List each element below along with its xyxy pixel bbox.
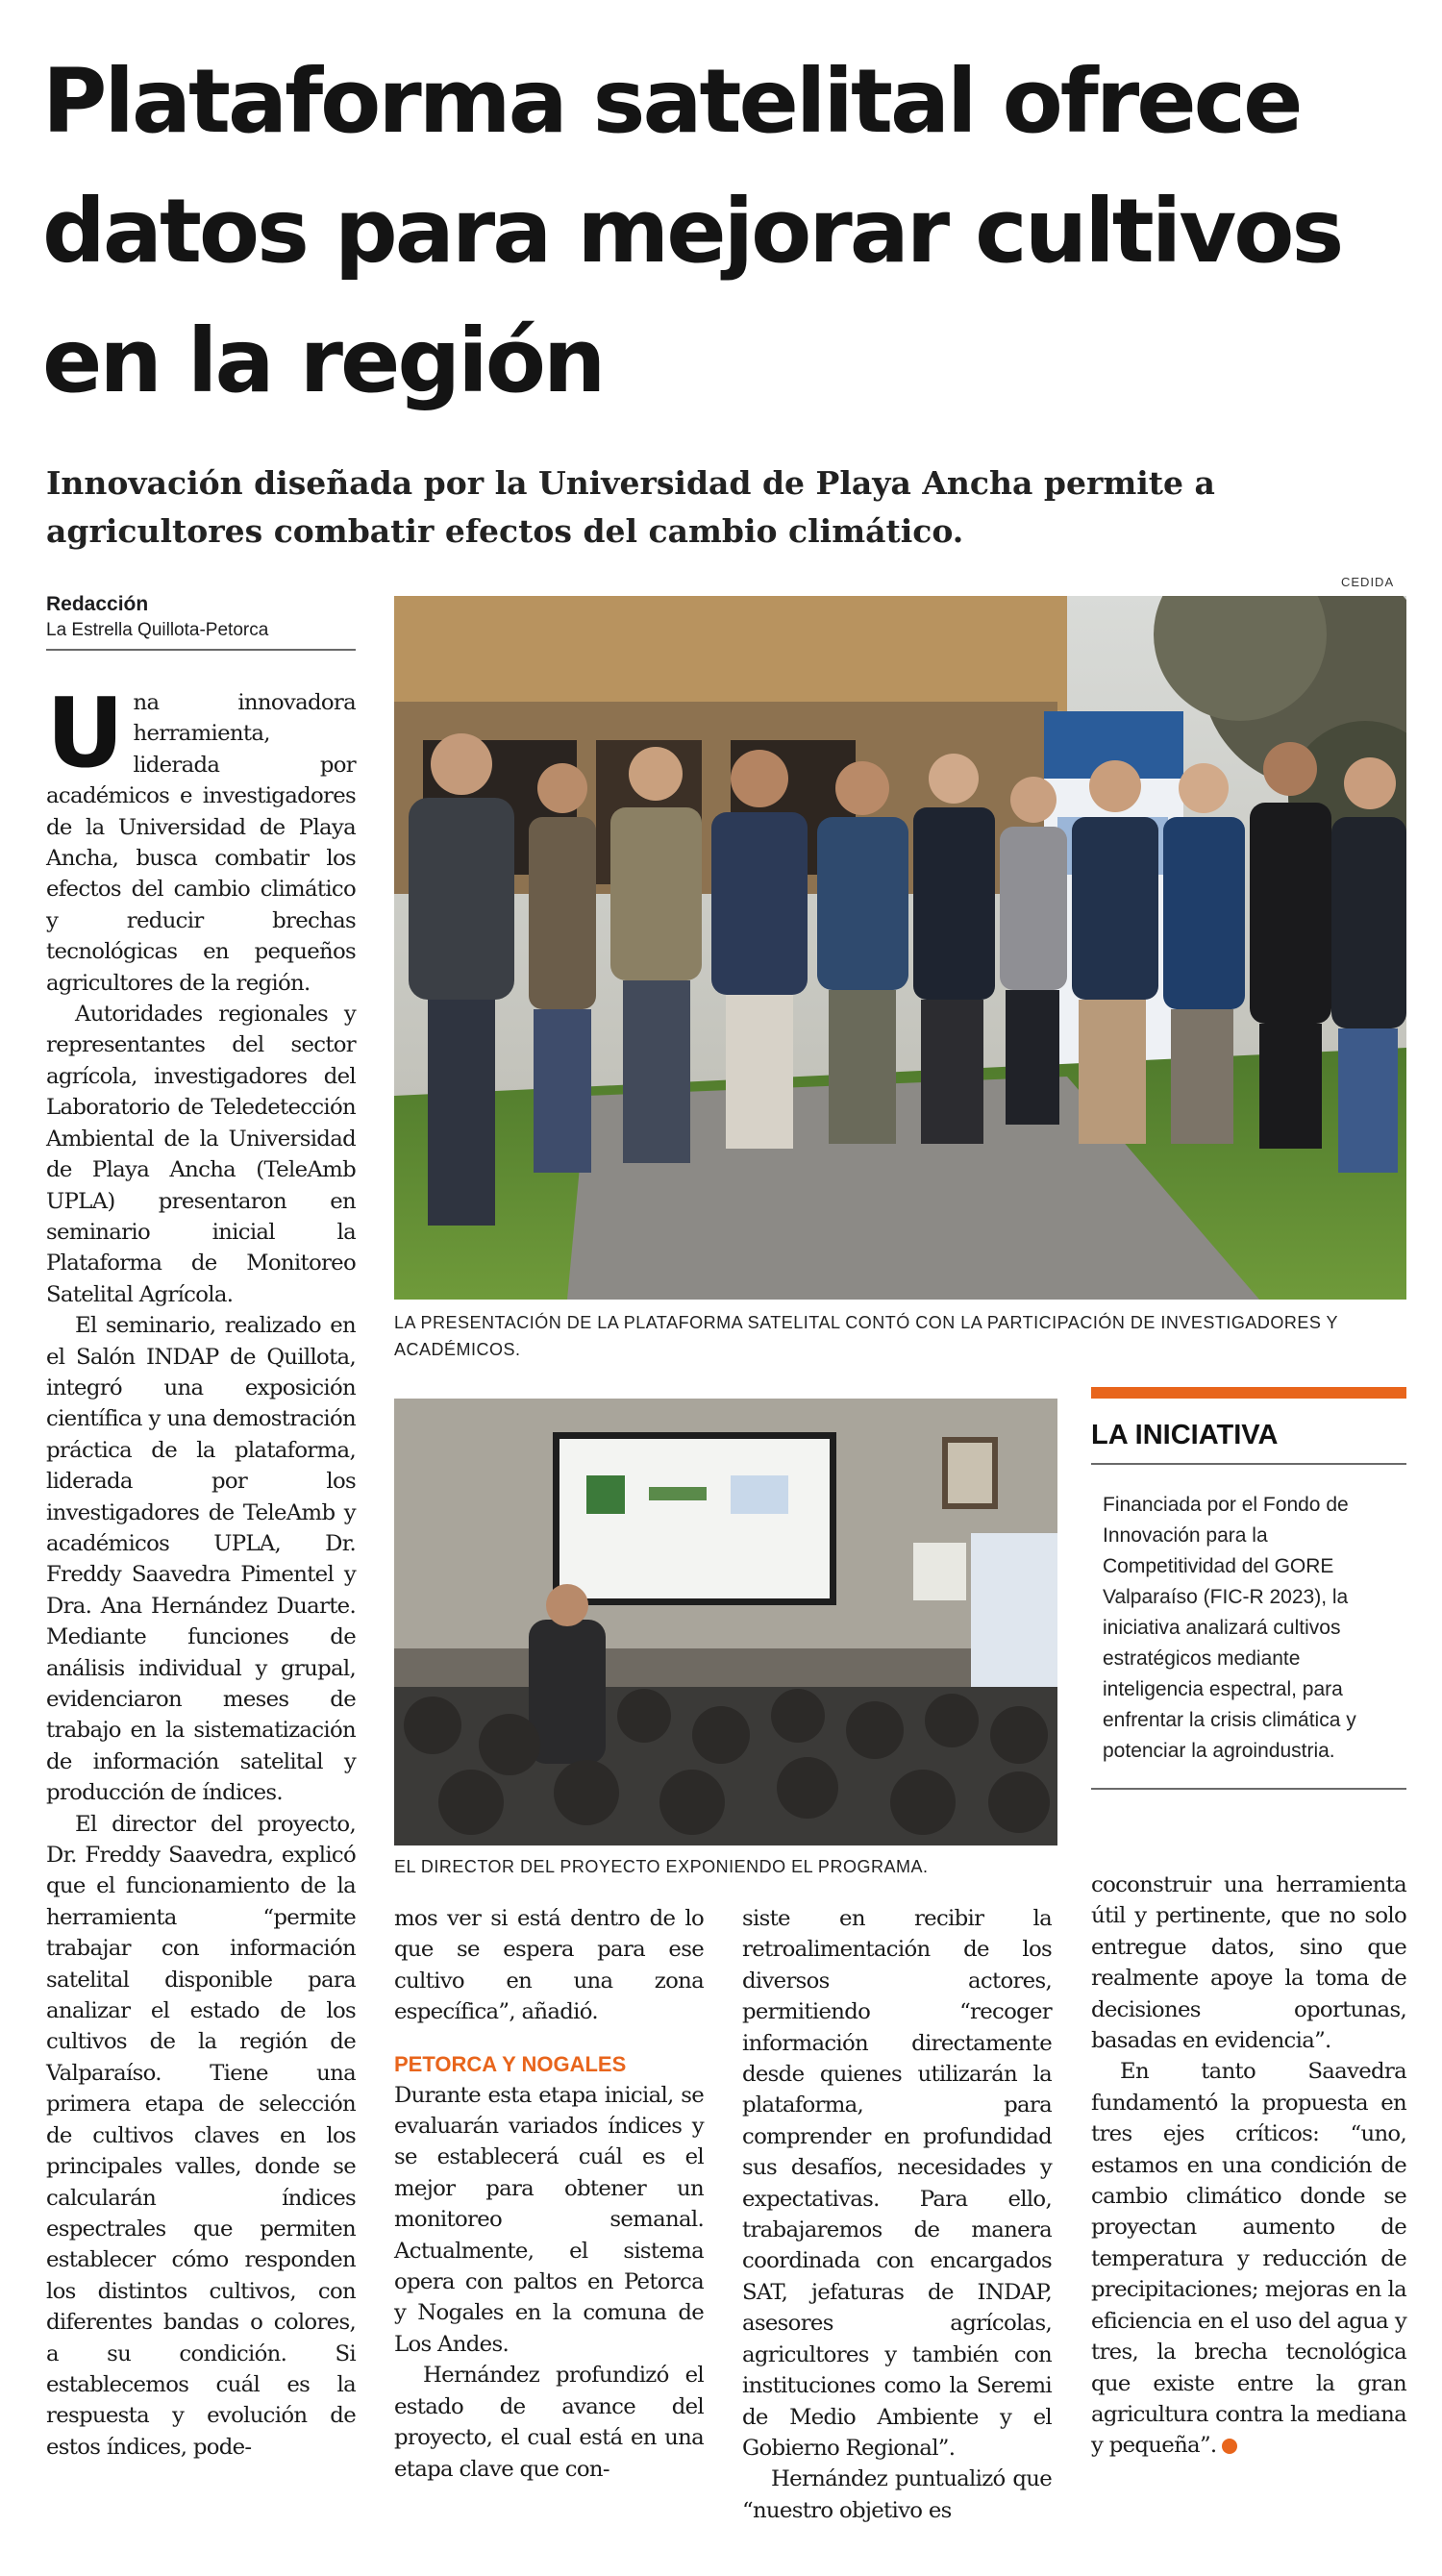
byline-author: Redacción: [46, 593, 149, 615]
paragraph-3: El seminario, realizado en el Salón INDAP de Quillota, integró una exposición científica y una demostración práctica de la plataforma, liderada por los investigadores de TeleAmb y académicos UPLA, Dr. Freddy Saavedra Pimentel y Dra. Ana Hernández Duarte. Mediante funciones de análisis individual y grupal, evidenciaron meses de trabajo en la sistematización de información satelital y producción de índices.: [46, 1313, 356, 1806]
group-photo-image: [394, 596, 1406, 1300]
article-column-1: [46, 677, 356, 2463]
sidebar-title: LA INICIATIVA: [1091, 1420, 1406, 1465]
paragraph-4: El director del proyecto, Dr. Freddy Saavedra, explicó que el funcionamiento de la herramienta “permite trabajar con información satelital disponible para analizar el estado de los cultivos de la región de Valparaíso. Tiene una primera etapa de selección de cultivos claves en los principales valles, donde se calcularán índices espectrales que permiten establecer cómo responden los distintos cultivos, con diferentes bandas o colores, a su condición. Si establecemos cuál es la respuesta y evolución de estos índices, pode-: [46, 1811, 356, 2460]
end-mark-icon: [1222, 2439, 1237, 2454]
sidebar-box: [1091, 1387, 1406, 1790]
presentation-photo: [394, 1399, 1057, 1845]
paragraph-11: En tanto Saavedra fundamentó la propuesta en tres ejes críticos: “uno, estamos en una condición de cambio climático donde se proyectan aumento de temperatura y reducción de precipitaciones; mejoras en la eficiencia en el uso del agua y tres, la brecha tecnológica que existe entre la gran agricultura contra la mediana y pequeña”.: [1091, 2059, 1406, 2459]
presentation-photo-image: [394, 1399, 1057, 1845]
caption-photo2: EL DIRECTOR DEL PROYECTO EXPONIENDO EL PROGRAMA.: [394, 1857, 929, 1876]
paragraph-1: Una innovadora herramienta, liderada por académicos e investigadores de la Universidad de Playa Ancha, busca combatir los efectos del cambio climático y reducir brechas tecnológicas en pequeños agricultores de la región.: [46, 677, 356, 996]
article-column-3: [742, 1903, 1052, 2526]
paragraph-2: Autoridades regionales y representantes del sector agrícola, investigadores del Laboratorio de Teledetección Ambiental de la Universidad de Playa Ancha (TeleAmb UPLA) presentaron en seminario inicial la Plataforma de Monitoreo Satelital Agrícola.: [46, 1002, 356, 1307]
deck-subtitle: Innovación diseñada por la Universidad de Playa Ancha permite a agricultores combatir efectos del cambio climático.: [46, 464, 1215, 550]
paragraph-8: siste en recibir la retroalimentación de los diversos actores, permitiendo “recoger información directamente desde quienes utilizarán la plataforma, para comprender en profundidad sus desafíos, necesidades y expectativas. Para ello, trabajaremos de manera coordinada con encargados SAT, jefaturas de INDAP, asesores agrícolas, agricultores y también con instituciones como la Seremi de Medio Ambiente y el Gobierno Regional”.: [742, 1906, 1052, 2461]
paragraph-7: Hernández profundizó el estado de avance del proyecto, el cual está en una etapa clave que con-: [394, 2363, 704, 2482]
article-column-4: [1091, 1870, 1406, 2462]
article-column-2: [394, 1903, 704, 2485]
sidebar-accent-bar: [1091, 1387, 1406, 1399]
group-photo: [394, 596, 1406, 1300]
paragraph-5: mos ver si está dentro de lo que se espera para ese cultivo en una zona específica”, añadió.: [394, 1906, 704, 2025]
headline: Plataforma satelital ofrece datos para mejorar cultivos en la región: [42, 50, 1342, 412]
section-subhead: PETORCA Y NOGALES: [394, 2051, 627, 2076]
dropcap: U: [46, 677, 124, 789]
paragraph-10: coconstruir una herramienta útil y pertinente, que no solo entregue datos, sino que realmente apoye la toma de decisiones oportunas, basadas en evidencia”.: [1091, 1872, 1406, 2054]
caption-photo1: LA PRESENTACIÓN DE LA PLATAFORMA SATELITAL CONTÓ CON LA PARTICIPACIÓN DE INVESTIGADORES Y ACADÉMICOS.: [394, 1313, 1338, 1359]
byline-outlet: La Estrella Quillota-Petorca: [46, 620, 269, 640]
paragraph-9: Hernández puntualizó que “nuestro objetivo es: [742, 2466, 1052, 2523]
sidebar-text: Financiada por el Fondo de Innovación para la Competitividad del GORE Valparaíso (FIC-R 2023), la iniciativa analizará cultivos estratégicos mediante inteligencia espectral, para enfrentar la crisis climática y potenciar la agroindustria.: [1091, 1490, 1406, 1790]
byline: [46, 591, 356, 651]
paragraph-6: Durante esta etapa inicial, se evaluarán variados índices y se establecerá cuál es el mejor para obtener un monitoreo semanal. Actualmente, el sistema opera con paltos en Petorca y Nogales en la comuna de Los Andes.: [394, 2082, 704, 2357]
photo-credit: CEDIDA: [1341, 575, 1395, 589]
